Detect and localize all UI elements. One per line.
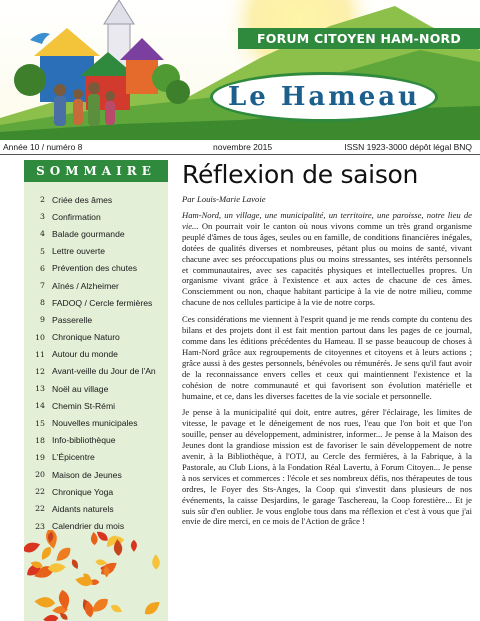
sommaire-page-number: 18	[35, 435, 45, 445]
sommaire-item-label: Chronique Yoga	[52, 486, 114, 497]
sommaire-item	[24, 483, 168, 500]
leaf-icon	[152, 554, 160, 570]
sommaire-item-label: Chemin St-Rémi	[52, 400, 116, 411]
sommaire-page-number: 15	[35, 418, 45, 428]
article-author: Par Louis-Marie Lavoie	[182, 194, 266, 204]
leaf-icon	[131, 540, 137, 552]
sommaire-list	[24, 191, 168, 535]
sommaire-item-label: Chronique Naturo	[52, 332, 120, 343]
article-paragraph-1	[182, 210, 472, 308]
sommaire-item-label: Lettre ouverte	[52, 246, 106, 257]
article	[182, 160, 472, 527]
sommaire-page-number: 22	[35, 504, 45, 514]
sommaire-item-label: Balade gourmande	[52, 228, 125, 239]
sommaire-page-number: 3	[40, 212, 45, 222]
sommaire-page-number: 14	[35, 401, 45, 411]
leaf-icon	[34, 596, 56, 608]
leaf-icon	[74, 575, 93, 587]
masthead-illustration	[0, 0, 480, 140]
sommaire-item-label: FADOQ / Cercle fermières	[52, 297, 153, 308]
sommaire-page-number: 7	[40, 281, 45, 291]
sommaire-page-number: 19	[35, 452, 45, 462]
sommaire-item	[24, 397, 168, 414]
issue-info-bar	[0, 141, 480, 154]
sommaire-page-number: 22	[35, 487, 45, 497]
sommaire-item-label: Aidants naturels	[52, 503, 114, 514]
sommaire-item	[24, 243, 168, 260]
leaf-icon	[142, 598, 163, 617]
sommaire-item	[24, 363, 168, 380]
sommaire-item-label: Calendrier du mois	[52, 521, 125, 532]
sommaire-item	[24, 414, 168, 431]
sommaire-item-label: Nouvelles municipales	[52, 418, 138, 429]
sommaire-page-number: 10	[35, 332, 45, 342]
sommaire-page-number: 11	[35, 349, 45, 359]
sommaire-page-number: 2	[40, 195, 45, 205]
sommaire-item	[24, 294, 168, 311]
sommaire-page-number: 23	[35, 521, 45, 531]
sommaire-item	[24, 500, 168, 517]
sommaire-item	[24, 449, 168, 466]
sommaire-item	[24, 329, 168, 346]
sommaire-title: SOMMAIRE	[24, 160, 168, 182]
sommaire-item-label: Avant-veille du Jour de l'An	[52, 366, 156, 377]
leaf-icon	[24, 540, 42, 555]
forum-banner: FORUM CITOYEN HAM-NORD	[238, 28, 480, 49]
article-title: Réflexion de saison	[182, 160, 419, 189]
sommaire-item-label: Maison de Jeunes	[52, 469, 122, 480]
sommaire-item	[24, 432, 168, 449]
sommaire-item	[24, 311, 168, 328]
sommaire-page-number: 12	[35, 366, 45, 376]
newsletter-title: Le Hameau	[210, 72, 438, 122]
article-paragraph-2: Ces considérations me viennent à l'esprit quand je me rends compte du contenu des bilans et des projets dont il est fait mention partout dans les pages de ce journal, comme dans les éditions précédentes du Hameau. Il se passe beaucoup de choses à Ham-Nord grâce aux regroupements de citoyennes et citoyens et à leurs actions ; grâce aussi à des gestes personnels, bénévoles ou rémunérés. Je sens qu'il faut avoir de la reconnaissance envers celles et ceux qui maintiennent l'existence et la cohésion de notre communauté et qui favorisent son évolution matérielle et humaine, et ce, dans les diverses facettes de la vie sociale et personnelle.	[182, 314, 472, 401]
leaf-icon	[39, 545, 54, 562]
issue-number: Année 10 / numéro 8	[3, 142, 83, 152]
sommaire-item	[24, 208, 168, 225]
leaf-icon	[70, 558, 80, 570]
issue-date: novembre 2015	[213, 142, 273, 152]
leaf-icon	[90, 532, 98, 546]
article-paragraph-3: Je pense à la municipalité qui doit, entre autres, gérer l'éclairage, les limites de vitesse, le pavage et le déneigement de nos rues, l'eau que l'on boit et que l'on souille, penser au développement, administrer, informer... Je pense à la Maison des Jeunes dont la grandiose mission est de favoriser le sain développement de notre avenir, à la Bibliothèque, à l'OTJ, au Cercle des fermières, à la Fabrique, à la Pastorale, au Club Lions, à la Fondation Réal Lavertu, à Forum Citoyen... Je pense à nos services et commerces : l'école et ses nombreux défis, nos thérapeutes de tous ordres, le Foyer des Sts-Anges, la Coop qui s'investit dans plusieurs de nos événements, la caisse Desjardins, le garage Taschereau, la Coop forestière... Et je suis sûr d'en oublier. Je vous englobe tous dans ma réflexion et c'est à vous que j'ai envie de dire merci, en ce mois de l'Action de grâce !	[182, 407, 472, 527]
sommaire-page-number: 13	[35, 384, 45, 394]
sommaire-item-label: Noël au village	[52, 383, 109, 394]
sommaire-item-label: Aînés / Alzheimer	[52, 280, 119, 291]
sommaire-item	[24, 466, 168, 483]
header-divider	[0, 154, 480, 155]
sommaire-item	[24, 277, 168, 294]
leaf-icon	[53, 544, 73, 564]
sommaire-item-label: L'Épicentre	[52, 452, 95, 463]
sommaire-page-number: 5	[40, 246, 45, 256]
sommaire-page-number: 8	[40, 298, 45, 308]
sommaire-item-label: Confirmation	[52, 211, 101, 222]
sommaire-item	[24, 380, 168, 397]
article-intro-rest: On pourrait voir le canton où nous vivons comme un très grand organisme peuplé d'âmes de tous âges, seules ou en famille, de conditions financières inégales, dotées de qualités diverses et nombreuses, pétant plus ou moins de santé, vivant chacune avec ses préoccupations plus ou moins stressantes, ses intérêts personnels et communautaires, avec ses capacités physiques et intellectuelles propres. Un organisme vivant grâce à l'existence et aux actes de chacune de ces âmes. Consciemment ou non, chaque habitant participe à la vie de notre milieu, comme chacune de nos cellules participe à la vie de notre corps.	[182, 220, 472, 308]
sommaire-item-label: Prévention des chutes	[52, 263, 138, 274]
sommaire-item-label: Criée des âmes	[52, 194, 113, 205]
sommaire-item-label: Passerelle	[52, 314, 93, 325]
sommaire-item-label: Autour du monde	[52, 349, 118, 360]
sommaire-item	[24, 346, 168, 363]
masthead	[0, 0, 480, 140]
article-intro-italic: Ham-Nord, un village, une municipalité, un territoire, une paroisse, notre lieu de vie...	[182, 210, 472, 231]
sommaire-item	[24, 225, 168, 242]
sommaire-page-number: 6	[40, 263, 45, 273]
sommaire-page-number: 20	[35, 470, 45, 480]
leaf-icon	[43, 614, 59, 621]
sommaire-item	[24, 260, 168, 277]
sommaire-page-number: 4	[40, 229, 45, 239]
sommaire-item	[24, 191, 168, 208]
sommaire-sidebar	[24, 160, 168, 621]
autumn-leaves-illustration	[24, 530, 168, 621]
issue-issn: ISSN 1923-3000 dépôt légal BNQ	[344, 142, 472, 152]
sommaire-item-label: Info-bibliothèque	[52, 435, 116, 446]
leaf-icon	[109, 603, 123, 615]
sommaire-page-number: 9	[40, 315, 45, 325]
